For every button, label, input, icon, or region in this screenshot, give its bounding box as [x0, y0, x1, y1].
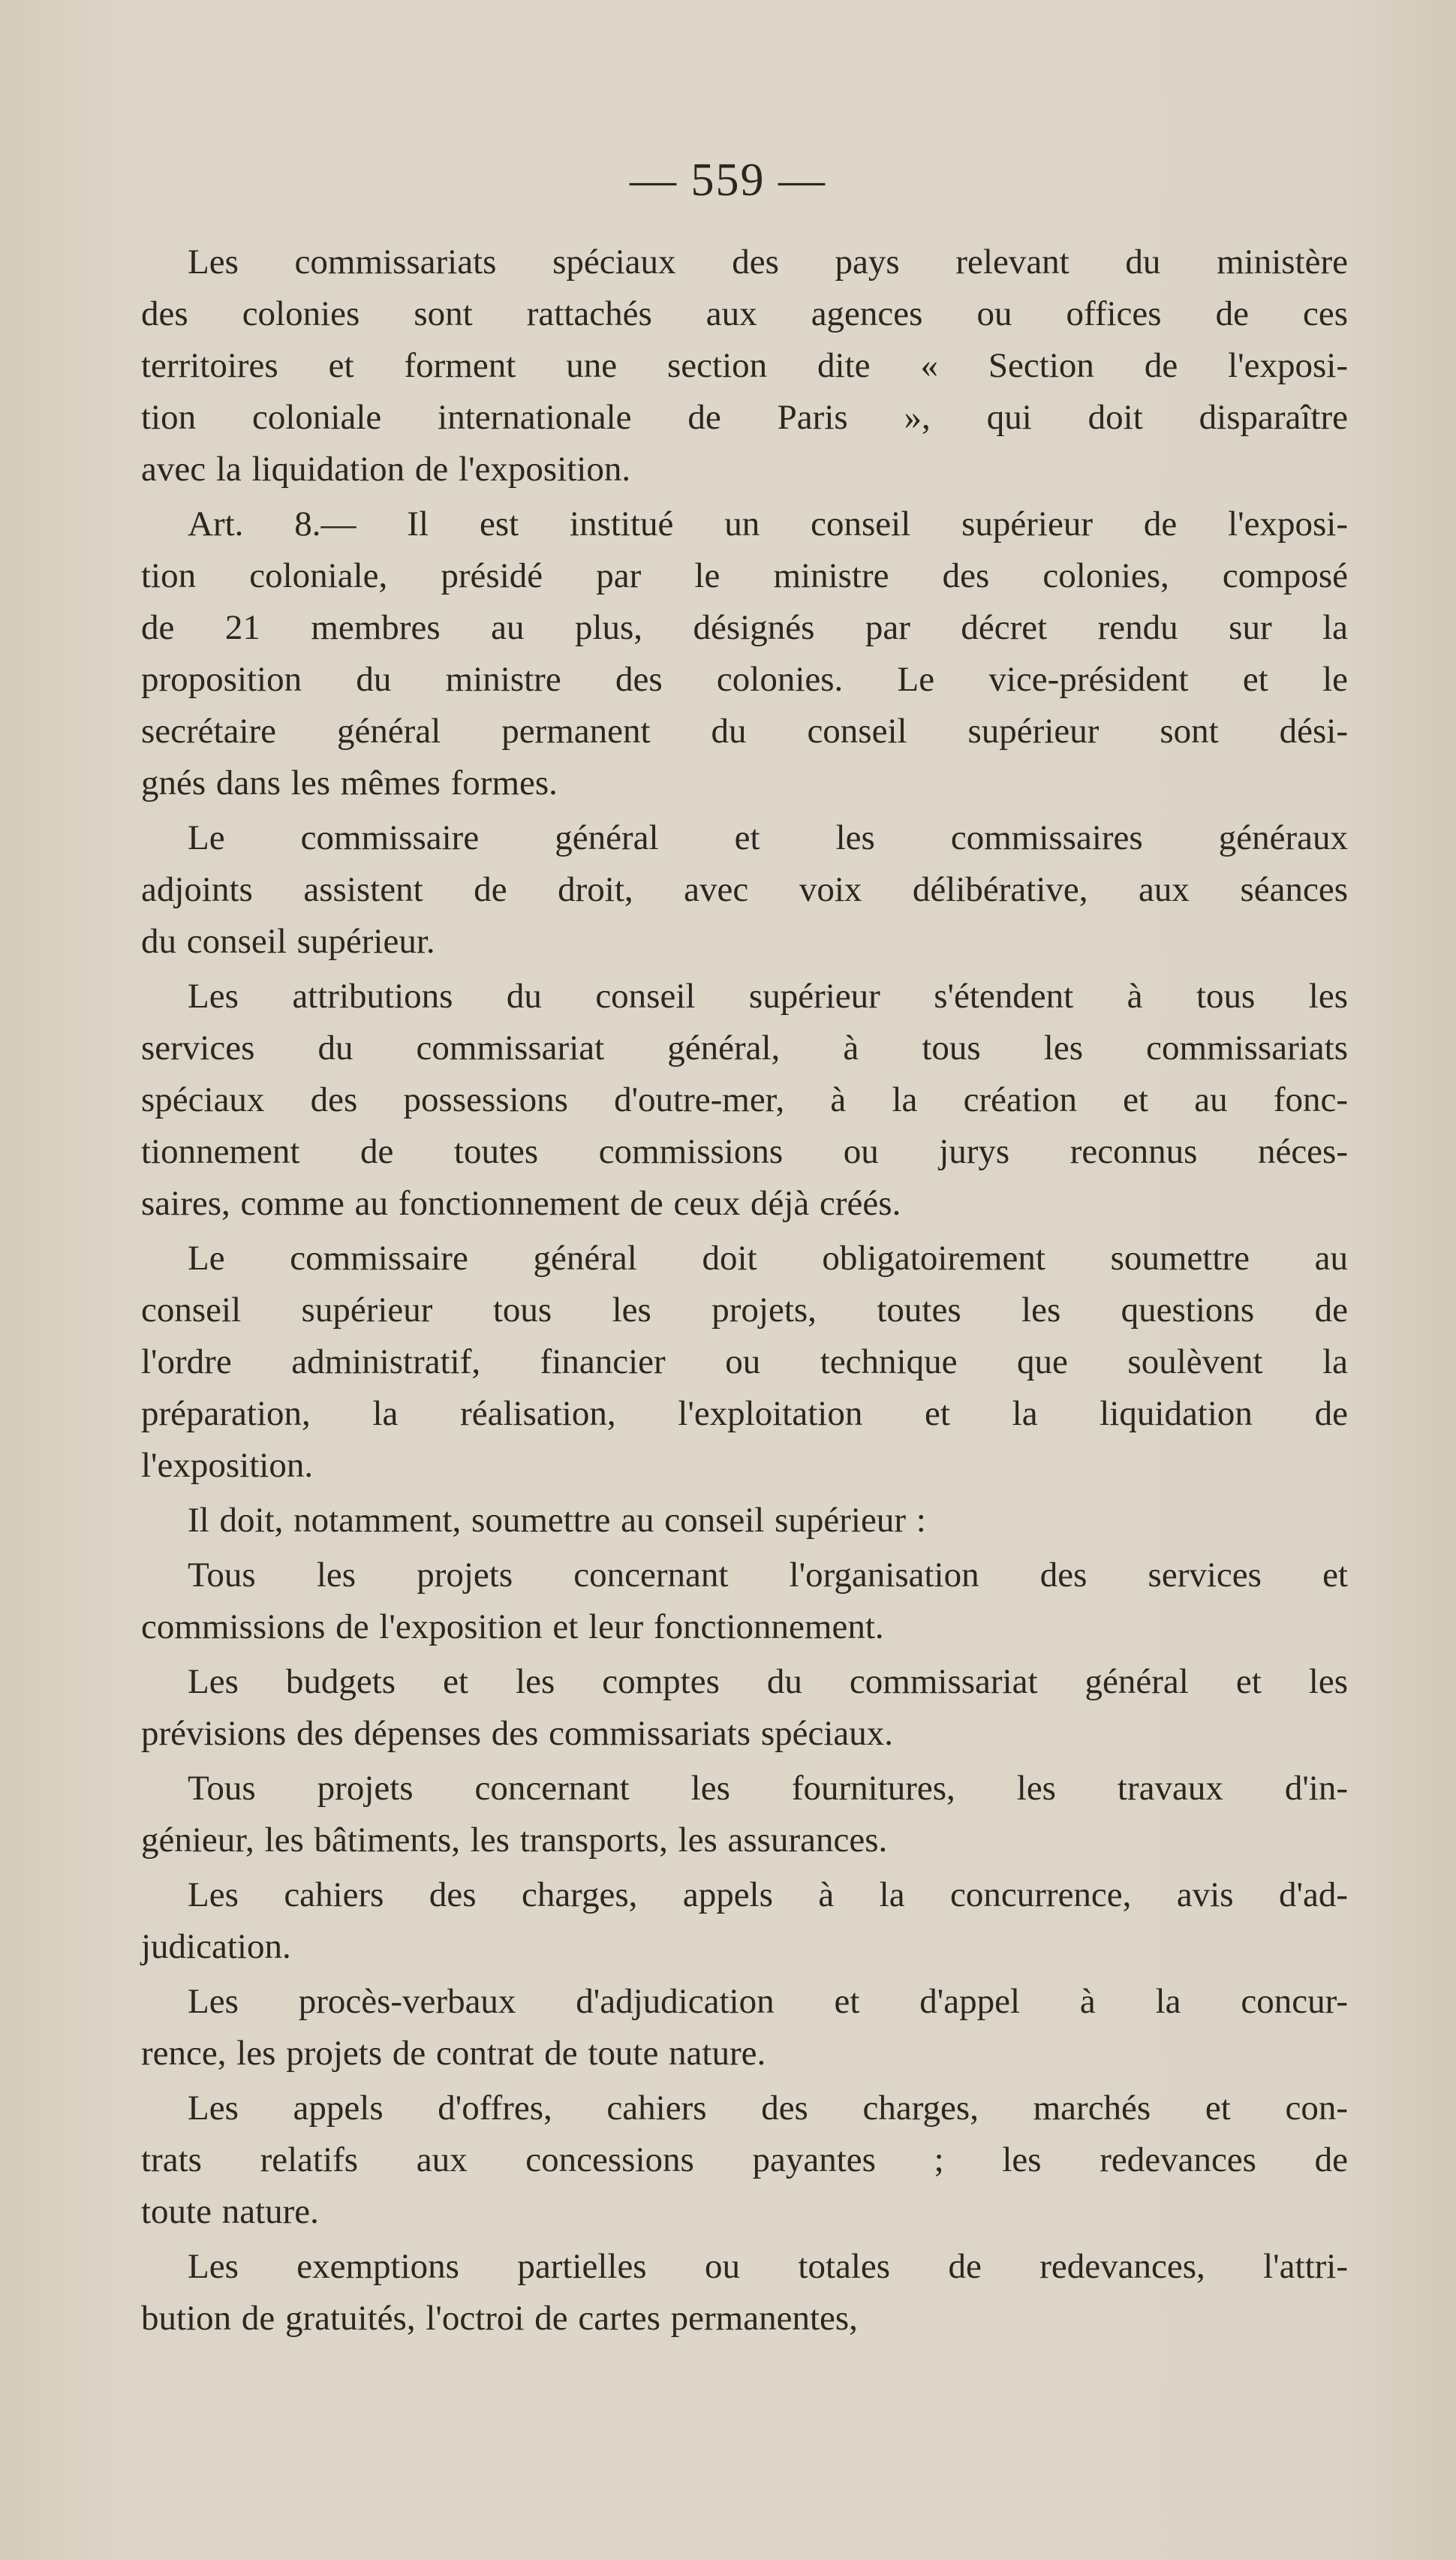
- text-line: gnés dans les mêmes formes.: [141, 763, 558, 803]
- text-line: tion coloniale internationale de Paris », qui doit disparaître: [141, 398, 1348, 437]
- text-line: toute nature.: [141, 2192, 319, 2231]
- text-line: génieur, les bâtiments, les transports, les assurances.: [141, 1821, 888, 1860]
- paragraph: [141, 1233, 1348, 1492]
- paragraph: [141, 1495, 1348, 1547]
- text-line: Art. 8.— Il est institué un conseil supérieur de l'exposi-: [188, 504, 1348, 544]
- paragraph: [141, 812, 1348, 968]
- text-line: Le commissaire général et les commissaires généraux: [188, 818, 1348, 857]
- paragraph: [141, 236, 1348, 495]
- page-number: — 559 —: [630, 155, 826, 206]
- text-line: commissions de l'exposition et leur fonctionnement.: [141, 1607, 884, 1646]
- text-line: Tous projets concernant les fournitures, les travaux d'in-: [188, 1769, 1348, 1808]
- text-line: l'ordre administratif, financier ou technique que soulèvent la: [141, 1342, 1348, 1381]
- text-line: l'exposition.: [141, 1446, 314, 1485]
- text-line: bution de gratuités, l'octroi de cartes permanentes,: [141, 2299, 858, 2338]
- text-line: saires, comme au fonctionnement de ceux déjà créés.: [141, 1184, 901, 1223]
- text-line: services du commissariat général, à tous les commissariats: [141, 1029, 1348, 1068]
- paragraph: [141, 2083, 1348, 2238]
- text-line: trats relatifs aux concessions payantes ; les redevances de: [141, 2140, 1348, 2179]
- paragraph: [141, 2241, 1348, 2345]
- paragraph: [141, 1976, 1348, 2080]
- body-text: [141, 236, 1348, 2348]
- paragraph: [141, 498, 1348, 809]
- text-line: Les attributions du conseil supérieur s'étendent à tous les: [188, 977, 1348, 1016]
- text-line: Il doit, notamment, soumettre au conseil supérieur :: [188, 1501, 926, 1540]
- text-line: du conseil supérieur.: [141, 922, 435, 961]
- text-line: des colonies sont rattachés aux agences ou offices de ces: [141, 294, 1348, 333]
- text-line: conseil supérieur tous les projets, toutes les questions de: [141, 1291, 1348, 1330]
- paragraph: [141, 1550, 1348, 1653]
- text-line: spéciaux des possessions d'outre-mer, à la création et au fonc-: [141, 1080, 1348, 1119]
- text-line: avec la liquidation de l'exposition.: [141, 450, 631, 489]
- text-line: rence, les projets de contrat de toute nature.: [141, 2034, 766, 2073]
- text-line: de 21 membres au plus, désignés par décret rendu sur la: [141, 608, 1348, 647]
- text-line: Les procès-verbaux d'adjudication et d'appel à la concur-: [188, 1982, 1348, 2021]
- text-line: Le commissaire général doit obligatoirement soumettre au: [188, 1239, 1348, 1278]
- text-line: tion coloniale, présidé par le ministre des colonies, composé: [141, 556, 1348, 595]
- text-line: prévisions des dépenses des commissariats spéciaux.: [141, 1714, 894, 1753]
- text-line: préparation, la réalisation, l'exploitation et la liquidation de: [141, 1394, 1348, 1433]
- text-line: Les cahiers des charges, appels à la concurrence, avis d'ad-: [188, 1875, 1348, 1914]
- paragraph: [141, 1656, 1348, 1760]
- paragraph: [141, 971, 1348, 1230]
- text-line: secrétaire général permanent du conseil supérieur sont dési-: [141, 712, 1348, 751]
- text-line: Les commissariats spéciaux des pays relevant du ministère: [188, 242, 1348, 282]
- text-line: Les appels d'offres, cahiers des charges, marchés et con-: [188, 2089, 1348, 2128]
- paragraph: [141, 1763, 1348, 1866]
- text-line: judication.: [141, 1927, 291, 1966]
- text-line: tionnement de toutes commissions ou jurys reconnus néces-: [141, 1132, 1348, 1171]
- text-line: adjoints assistent de droit, avec voix délibérative, aux séances: [141, 870, 1348, 909]
- text-line: proposition du ministre des colonies. Le vice-président et le: [141, 660, 1348, 699]
- text-line: Les exemptions partielles ou totales de redevances, l'attri-: [188, 2247, 1348, 2286]
- text-line: territoires et forment une section dite « Section de l'exposi-: [141, 346, 1348, 385]
- paragraph: [141, 1869, 1348, 1973]
- text-line: Tous les projets concernant l'organisation des services et: [188, 1556, 1348, 1595]
- text-line: Les budgets et les comptes du commissariat général et les: [188, 1662, 1348, 1701]
